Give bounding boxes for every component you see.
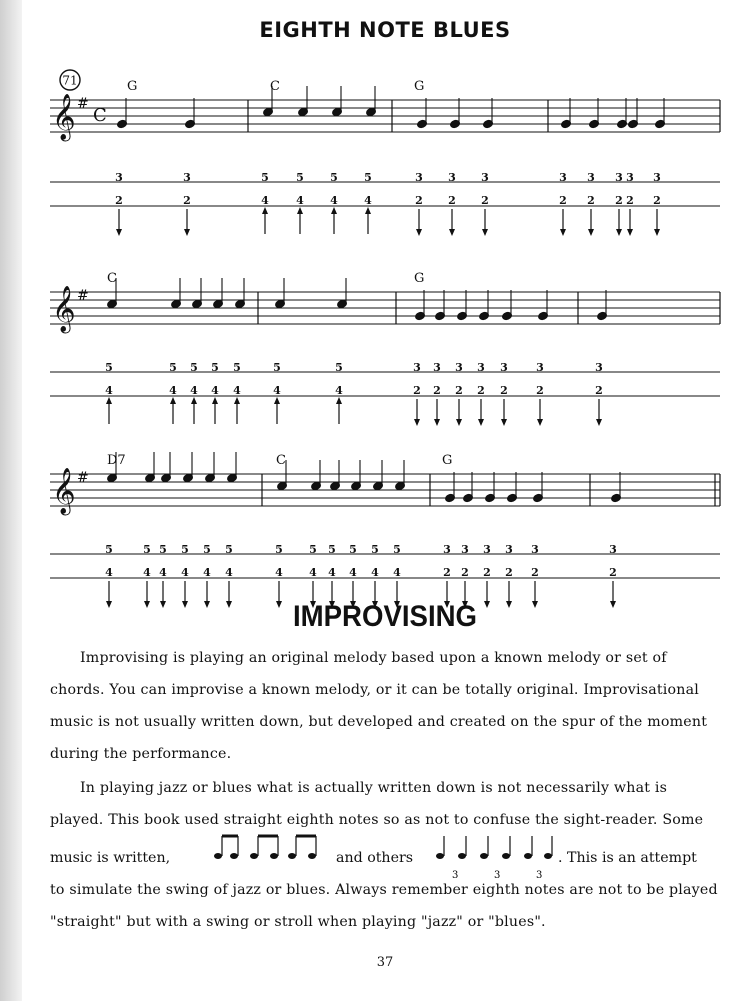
tab-hole-blow: 5 [190,361,198,374]
tab-hole-draw: 2 [483,566,491,579]
rhythm-notehead [230,853,238,859]
rhythm-notehead [524,853,532,859]
tab-hole-blow: 3 [183,171,191,184]
tab-hole-blow: 3 [433,361,441,374]
tab-hole-draw: 2 [536,384,544,397]
triplet-number: 3 [452,870,459,881]
tab-hole-draw: 2 [609,566,617,579]
sharp-icon: # [77,96,89,112]
blow-arrowhead [262,207,268,214]
chord-symbol: D7 [107,453,126,468]
tab-hole-draw: 4 [273,384,281,397]
attempt-label: . This is an attempt [558,850,697,866]
blow-arrowhead [297,207,303,214]
tab-hole-blow: 5 [203,543,211,556]
tab-hole-draw: 2 [531,566,539,579]
tab-hole-blow: 3 [653,171,661,184]
tab-hole-draw: 4 [233,384,241,397]
tab-hole-draw: 4 [211,384,219,397]
tab-hole-draw: 4 [159,566,167,579]
rhythm-notehead [270,853,278,859]
tab-hole-blow: 5 [169,361,177,374]
tab-hole-draw: 4 [335,384,343,397]
chord-symbol: G [414,79,425,94]
tab-hole-blow: 3 [483,543,491,556]
rhythm-notehead [308,853,316,859]
tab-hole-draw: 2 [443,566,451,579]
tab-hole-draw: 4 [190,384,198,397]
triplet-number: 3 [536,870,543,881]
tab-hole-draw: 4 [393,566,401,579]
draw-arrowhead [616,229,622,236]
chord-symbol: G [127,79,138,94]
tab-hole-draw: 4 [169,384,177,397]
song-title: EIGHTH NOTE BLUES [259,18,511,42]
tab-hole-draw: 2 [626,194,634,207]
tab-hole-draw: 2 [587,194,595,207]
chord-symbol: C [270,79,280,94]
tab-hole-draw: 4 [328,566,336,579]
tab-hole-blow: 5 [159,543,167,556]
tab-hole-blow: 5 [393,543,401,556]
tab-hole-blow: 5 [309,543,317,556]
tab-hole-blow: 3 [615,171,623,184]
tab-hole-blow: 5 [364,171,372,184]
dotted-rhythm-notation [212,832,332,872]
tab-hole-blow: 5 [143,543,151,556]
blow-arrowhead [234,397,240,404]
tab-hole-draw: 4 [330,194,338,207]
blow-arrowhead [331,207,337,214]
tab-hole-draw: 4 [181,566,189,579]
chord-symbol: C [276,453,286,468]
tab-hole-draw: 4 [364,194,372,207]
tab-hole-draw: 2 [477,384,485,397]
tab-hole-draw: 4 [143,566,151,579]
tab-hole-draw: 4 [105,384,113,397]
tab-hole-blow: 5 [105,361,113,374]
tab-hole-blow: 3 [443,543,451,556]
draw-arrowhead [537,419,543,426]
rhythm-notehead [250,853,258,859]
tab-hole-draw: 2 [433,384,441,397]
blow-arrowhead [106,397,112,404]
exercise-number: 71 [62,73,78,88]
tab-hole-draw: 2 [461,566,469,579]
tab-hole-draw: 2 [455,384,463,397]
tab-hole-draw: 2 [615,194,623,207]
tab-hole-blow: 5 [296,171,304,184]
draw-arrowhead [501,419,507,426]
draw-arrowhead [654,229,660,236]
tab-hole-draw: 2 [595,384,603,397]
tab-hole-draw: 4 [275,566,283,579]
tab-hole-draw: 2 [413,384,421,397]
tab-hole-draw: 4 [296,194,304,207]
draw-arrowhead [560,229,566,236]
tab-hole-blow: 3 [413,361,421,374]
blow-arrowhead [365,207,371,214]
tab-hole-draw: 4 [371,566,379,579]
draw-arrowhead [414,419,420,426]
tab-hole-draw: 2 [559,194,567,207]
sharp-icon: # [77,470,89,486]
sharp-icon: # [77,288,89,304]
paragraph-swing-intro: In playing jazz or blues what is actually written down is not necessarily what is played. This book used straight eighth notes so as not to confuse the sight-reader. Some [50,780,704,828]
tab-hole-draw: 2 [115,194,123,207]
tab-hole-draw: 4 [225,566,233,579]
tab-hole-blow: 3 [415,171,423,184]
tab-hole-blow: 5 [371,543,379,556]
rhythm-notehead [214,853,222,859]
tab-hole-draw: 2 [448,194,456,207]
paragraph-improvising: Improvising is playing an original melody based upon a known melody or set of chords. You can improvise a known melody, or it can be totally original. Improvisational music is not usually written down, but developed and created on the spur of the moment during the performance. [50,650,708,762]
tab-hole-blow: 5 [328,543,336,556]
music-written-label: music is written, [50,850,171,866]
and-others-label: and others [336,850,414,866]
page-number: 37 [376,955,394,970]
chord-symbol: G [414,271,425,286]
tab-hole-blow: 3 [609,543,617,556]
tab-hole-draw: 4 [105,566,113,579]
draw-arrowhead [482,229,488,236]
tab-hole-blow: 5 [273,361,281,374]
draw-arrowhead [184,229,190,236]
tab-hole-blow: 3 [448,171,456,184]
chord-symbol: G [442,453,453,468]
treble-clef-icon: 𝄞 [52,468,76,514]
tab-hole-blow: 5 [275,543,283,556]
tab-hole-draw: 4 [203,566,211,579]
common-time-icon: C [93,105,107,126]
tab-hole-draw: 2 [183,194,191,207]
tab-hole-draw: 2 [500,384,508,397]
tab-hole-draw: 2 [653,194,661,207]
tab-hole-blow: 3 [500,361,508,374]
paragraph-swing [50,772,720,836]
draw-arrowhead [449,229,455,236]
rhythm-notehead [544,853,552,859]
tab-hole-draw: 4 [309,566,317,579]
tab-hole-blow: 3 [481,171,489,184]
tab-hole-blow: 5 [261,171,269,184]
tab-hole-draw: 2 [505,566,513,579]
tab-hole-draw: 2 [481,194,489,207]
rhythm-notehead [436,853,444,859]
draw-arrowhead [116,229,122,236]
draw-arrowhead [588,229,594,236]
tab-hole-blow: 5 [233,361,241,374]
tab-hole-draw: 4 [349,566,357,579]
draw-arrowhead [596,419,602,426]
tab-hole-blow: 3 [531,543,539,556]
blow-arrowhead [212,397,218,404]
tab-hole-blow: 5 [181,543,189,556]
tab-hole-blow: 3 [461,543,469,556]
tab-hole-blow: 3 [626,171,634,184]
tab-hole-blow: 3 [536,361,544,374]
chord-symbol: C [107,271,117,286]
triplet-number: 3 [494,870,501,881]
blow-arrowhead [336,397,342,404]
tab-hole-draw: 4 [261,194,269,207]
tab-hole-blow: 3 [505,543,513,556]
blow-arrowhead [274,397,280,404]
draw-arrowhead [627,229,633,236]
tab-hole-blow: 5 [211,361,219,374]
draw-arrowhead [456,419,462,426]
draw-arrowhead [416,229,422,236]
draw-arrowhead [478,419,484,426]
tab-hole-draw: 2 [415,194,423,207]
blow-arrowhead [170,397,176,404]
rhythm-notehead [502,853,510,859]
tab-hole-blow: 5 [335,361,343,374]
tab-hole-blow: 3 [595,361,603,374]
tab-hole-blow: 3 [115,171,123,184]
section-heading: IMPROVISING [292,600,478,633]
tab-hole-blow: 3 [559,171,567,184]
rhythm-notehead [458,853,466,859]
treble-clef-icon: 𝄞 [52,286,76,332]
tab-hole-blow: 5 [330,171,338,184]
tab-hole-blow: 5 [349,543,357,556]
treble-clef-icon: 𝄞 [52,94,76,140]
tab-hole-blow: 5 [225,543,233,556]
paragraph-swing-end: to simulate the swing of jazz or blues. Always remember eighth notes are not to be played "straight" but with a swing or stroll when playing "jazz" or "blues". [50,882,718,930]
rhythm-notehead [288,853,296,859]
draw-arrowhead [434,419,440,426]
rhythm-notehead [480,853,488,859]
tab-hole-blow: 5 [105,543,113,556]
tab-hole-blow: 3 [477,361,485,374]
tab-hole-blow: 3 [455,361,463,374]
blow-arrowhead [191,397,197,404]
tab-hole-blow: 3 [587,171,595,184]
